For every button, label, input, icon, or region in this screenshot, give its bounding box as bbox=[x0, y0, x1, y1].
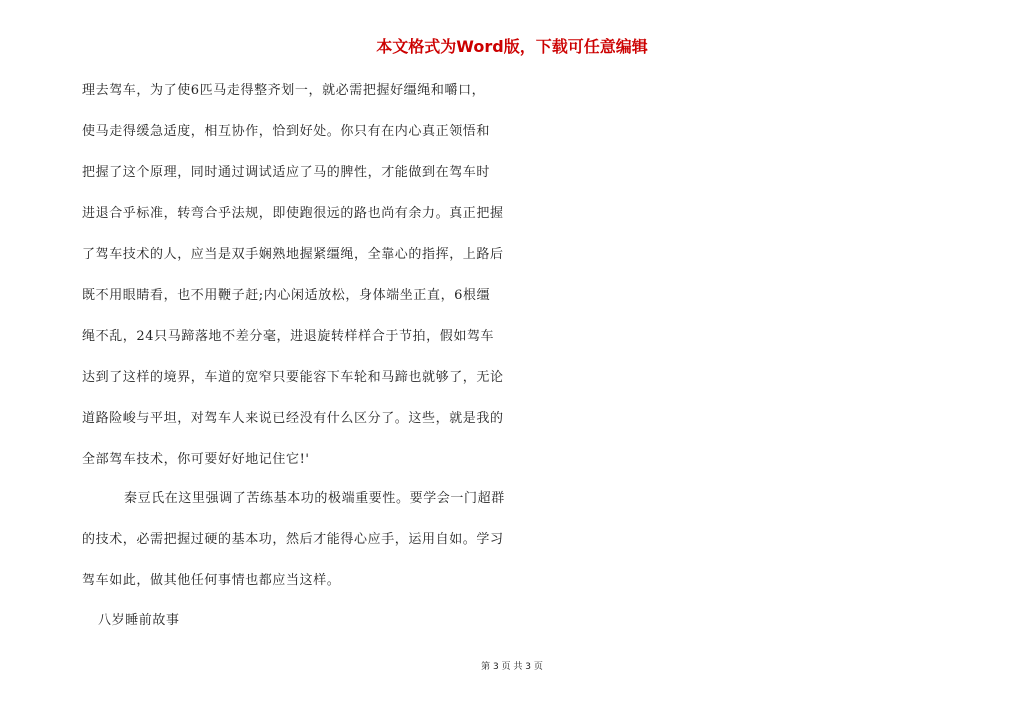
paragraph-line: 既不用眼睛看，也不用鞭子赶;内心闲适放松，身体端坐正直，6根缰 bbox=[82, 288, 491, 303]
paragraph-line: 使马走得缓急适度，相互协作，恰到好处。你只有在内心真正领悟和 bbox=[82, 124, 491, 139]
page-number-footer: 第 3 页 共 3 页 bbox=[481, 662, 543, 672]
paragraph-line: 把握了这个原理，同时通过调试适应了马的脾性，才能做到在驾车时 bbox=[82, 165, 491, 180]
paragraph-line: 了驾车技术的人，应当是双手娴熟地握紧缰绳，全靠心的指挥，上路后 bbox=[82, 247, 504, 262]
paragraph-line: 全部驾车技术，你可要好好地记住它!' bbox=[82, 452, 310, 467]
paragraph-line: 达到了这样的境界，车道的宽窄只要能容下车轮和马蹄也就够了，无论 bbox=[82, 370, 504, 385]
paragraph-line: 绳不乱，24只马蹄落地不差分毫，进退旋转样样合于节拍，假如驾车 bbox=[82, 329, 495, 344]
paragraph-line: 秦豆氏在这里强调了苦练基本功的极端重要性。要学会一门超群 bbox=[124, 491, 505, 506]
paragraph-line: 进退合乎标准，转弯合乎法规，即使跑很远的路也尚有余力。真正把握 bbox=[82, 206, 504, 221]
paragraph-line: 道路险峻与平坦，对驾车人来说已经没有什么区分了。这些，就是我的 bbox=[82, 411, 504, 426]
paragraph-line: 驾车如此，做其他任何事情也都应当这样。 bbox=[82, 573, 341, 588]
paragraph-line: 理去驾车，为了使6匹马走得整齐划一，就必需把握好缰绳和嚼口， bbox=[82, 83, 486, 98]
section-heading: 八岁睡前故事 bbox=[98, 613, 180, 628]
document-header-title: 本文格式为Word版，下载可任意编辑 bbox=[376, 37, 648, 56]
paragraph-line: 的技术，必需把握过硬的基本功，然后才能得心应手，运用自如。学习 bbox=[82, 532, 504, 547]
